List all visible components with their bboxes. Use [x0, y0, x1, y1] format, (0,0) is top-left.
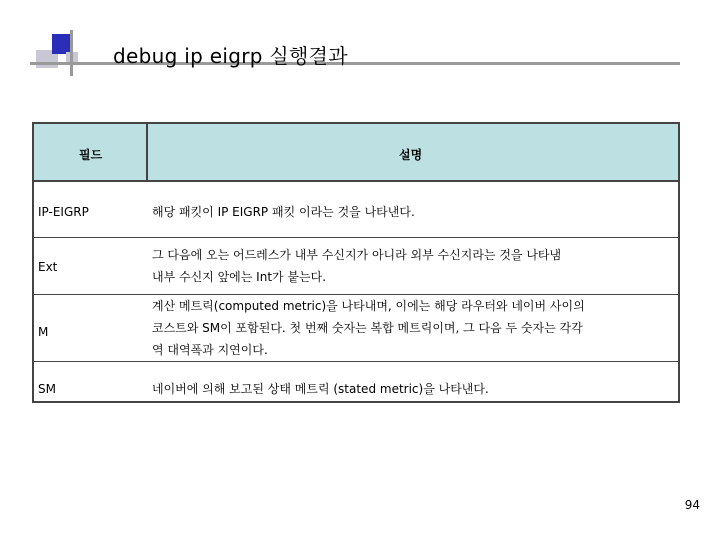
- table-header-row: [34, 124, 678, 182]
- row-field: SM: [38, 382, 56, 396]
- row-description: 역 대역폭과 지연이다.: [152, 343, 268, 357]
- row-divider: [34, 361, 678, 362]
- field-description-table: [32, 122, 680, 403]
- row-divider: [34, 294, 678, 295]
- row-field: Ext: [38, 260, 58, 274]
- row-description: 그 다음에 오는 어드레스가 내부 수신지가 아니라 외부 수신지라는 것을 나타냄: [152, 248, 562, 262]
- header-description: 설명: [399, 148, 423, 162]
- row-description: 네이버에 의해 보고된 상태 메트릭 (stated metric)을 나타낸다.: [152, 382, 489, 396]
- row-description: 코스트와 SM이 포함된다. 첫 번째 숫자는 복합 메트릭이며, 그 다음 두 숫자는 각각: [152, 321, 583, 335]
- header-field: 필드: [79, 148, 103, 162]
- row-field: M: [38, 325, 49, 339]
- header-column-divider: [146, 124, 148, 182]
- row-description: 해당 패킷이 IP EIGRP 패킷 이라는 것을 나타낸다.: [152, 205, 415, 219]
- page-number: 94: [684, 498, 700, 512]
- decor-square-blue: [52, 34, 72, 54]
- row-description: 내부 수신지 앞에는 Int가 붙는다.: [152, 270, 327, 284]
- row-description: 계산 메트릭(computed metric)을 나타내며, 이에는 해당 라우터와 네이버 사이의: [152, 299, 585, 313]
- row-field: IP-EIGRP: [38, 205, 89, 219]
- decor-vertical-line: [70, 30, 73, 76]
- slide-title: debug ip eigrp 실행결과: [113, 44, 348, 68]
- row-divider: [34, 237, 678, 238]
